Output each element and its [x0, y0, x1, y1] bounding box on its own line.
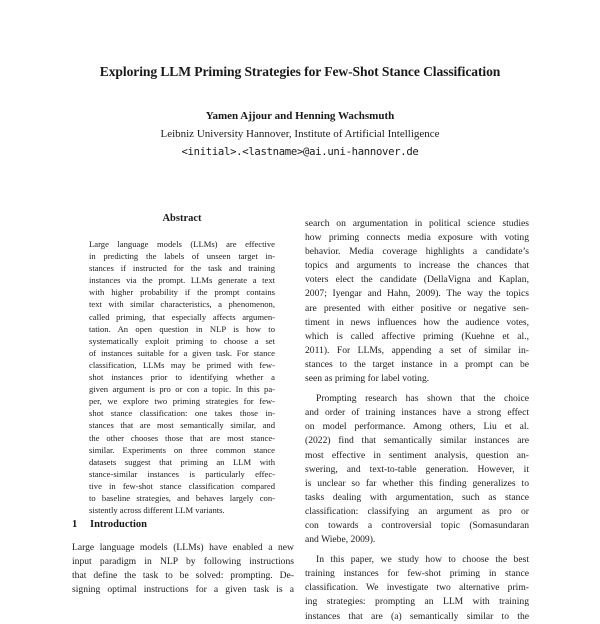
introduction-line: Large language models (LLMs) have enabled a new	[72, 542, 294, 553]
abstract-line: of instances suitable for a given task. For stance	[89, 347, 275, 358]
abstract-line: stances if instructed for the task and training	[89, 263, 275, 274]
body-line: 2007; Iyengar and Hahn, 2009). The way the topics	[305, 288, 529, 300]
body-line: (2022) find that semantically similar instances are	[305, 435, 529, 447]
body-line: classification. We investigate two alternative prim-	[305, 582, 529, 594]
section-number: 1	[72, 519, 78, 530]
abstract-line: Large language models (LLMs) are effective	[89, 239, 275, 249]
body-line: In this paper, we study how to choose the best	[316, 554, 529, 566]
body-line: most effective in sentiment analysis, question an-	[305, 449, 529, 461]
abstract-line: to baseline strategies, and behaves largely con-	[89, 492, 275, 503]
body-line: are presented with either positive or negative sen-	[305, 302, 529, 314]
introduction-line: signing optimal instructions for a given task is a	[72, 584, 294, 596]
abstract-line: tive in few-shot stance classification compared	[89, 480, 275, 491]
body-line: voters elect the candidate (DellaVigna and Kaplan,	[305, 274, 529, 286]
abstract-line: with higher probability if the prompt contains	[89, 287, 275, 298]
body-line: and order of training instances have a strong effect	[305, 407, 529, 419]
body-line: how priming connects media exposure with voting	[305, 232, 529, 244]
introduction-line: input paradigm in NLP by following instructions	[72, 556, 294, 568]
abstract-line: per, we explore two priming strategies for few-	[89, 396, 275, 407]
body-line: tasks dealing with argumentation, such as stance	[305, 491, 529, 503]
body-line: swering, and text-to-table generation. However, it	[305, 463, 529, 475]
body-line: 2011). For LLMs, appending a set of similar in-	[305, 344, 529, 356]
abstract-line: sistently across different LLM variants.	[89, 505, 225, 516]
abstract-line: stance-similar instances is particularly effec-	[89, 468, 275, 479]
body-line: training instances for few-shot priming in stance	[305, 568, 529, 580]
body-line: classification: classifying an argument as pro or	[305, 505, 529, 517]
body-line: Prompting research has shown that the choice	[316, 393, 529, 405]
paper-email: <initial>.<lastname>@ai.uni-hannover.de	[181, 146, 419, 158]
abstract-line: given argument is pro or con a topic. In this pa-	[89, 384, 275, 395]
abstract-heading: Abstract	[162, 213, 202, 224]
abstract-line: called priming, that especially affects argumen-	[89, 311, 275, 322]
body-line: stances to the target instance in a prompt can be	[305, 358, 529, 370]
body-line: on model performance. Among others, Liu et al.	[305, 421, 529, 433]
introduction-body	[72, 541, 294, 597]
abstract-line: systematically exploit priming to choose a set	[89, 335, 275, 346]
abstract-line: similar. Experiments on three common stance	[89, 444, 275, 455]
body-line: which is called affective priming (Kuehne et al.,	[305, 330, 529, 342]
paper-title: Exploring LLM Priming Strategies for Few-Shot Stance Classification	[99, 64, 501, 79]
body-line: timent in news influences how the audience votes,	[305, 316, 529, 328]
paper-authors: Yamen Ajjour and Henning Wachsmuth	[205, 110, 395, 122]
body-line: seen as priming for label voting.	[305, 373, 430, 385]
body-line: topics and arguments to increase the chances that	[305, 260, 529, 272]
body-line: ing strategies: prompting an LLM with training	[305, 596, 529, 608]
abstract-line: text with similar characteristics, a phenomenon,	[89, 299, 275, 310]
body-line: behavior. Media coverage highlights a candidate’s	[305, 246, 529, 258]
abstract-line: instances via the prompt. LLMs generate a text	[89, 275, 275, 286]
body-line: is unclear so far whether this finding generalizes to	[305, 477, 529, 489]
introduction-line: that define the task to be solved: prompting. De-	[72, 570, 294, 582]
paper-affiliation: Leibniz University Hannover, Institute of Artificial Intelligence	[160, 128, 440, 140]
abstract-body	[89, 238, 275, 516]
body-line: search on argumentation in political science studies	[305, 218, 529, 229]
section-title: Introduction	[90, 519, 147, 530]
abstract-line: classification, LLMs may be primed with few-	[89, 359, 275, 370]
abstract-line: in predicting the labels of unseen target in-	[89, 251, 275, 262]
body-line: con towards a controversial topic (Somasundaran	[305, 519, 529, 531]
body-line: instances that are (a) semantically similar to the	[305, 610, 529, 622]
abstract-line: stances that are most semantically similar, and	[89, 420, 275, 431]
right-column	[305, 217, 529, 624]
abstract-line: tation. An open question in NLP is how to	[89, 323, 275, 334]
abstract-line: datasets suggest that priming an LLM with	[89, 456, 275, 467]
section-heading	[72, 519, 147, 530]
abstract-line: shot stance classification: one takes those in-	[89, 408, 275, 419]
abstract-line: shot instances prior to identifying whether a	[89, 372, 275, 383]
abstract-line: the other chooses those that are most stance-	[89, 432, 275, 443]
body-line: and Wiebe, 2009).	[305, 534, 376, 546]
